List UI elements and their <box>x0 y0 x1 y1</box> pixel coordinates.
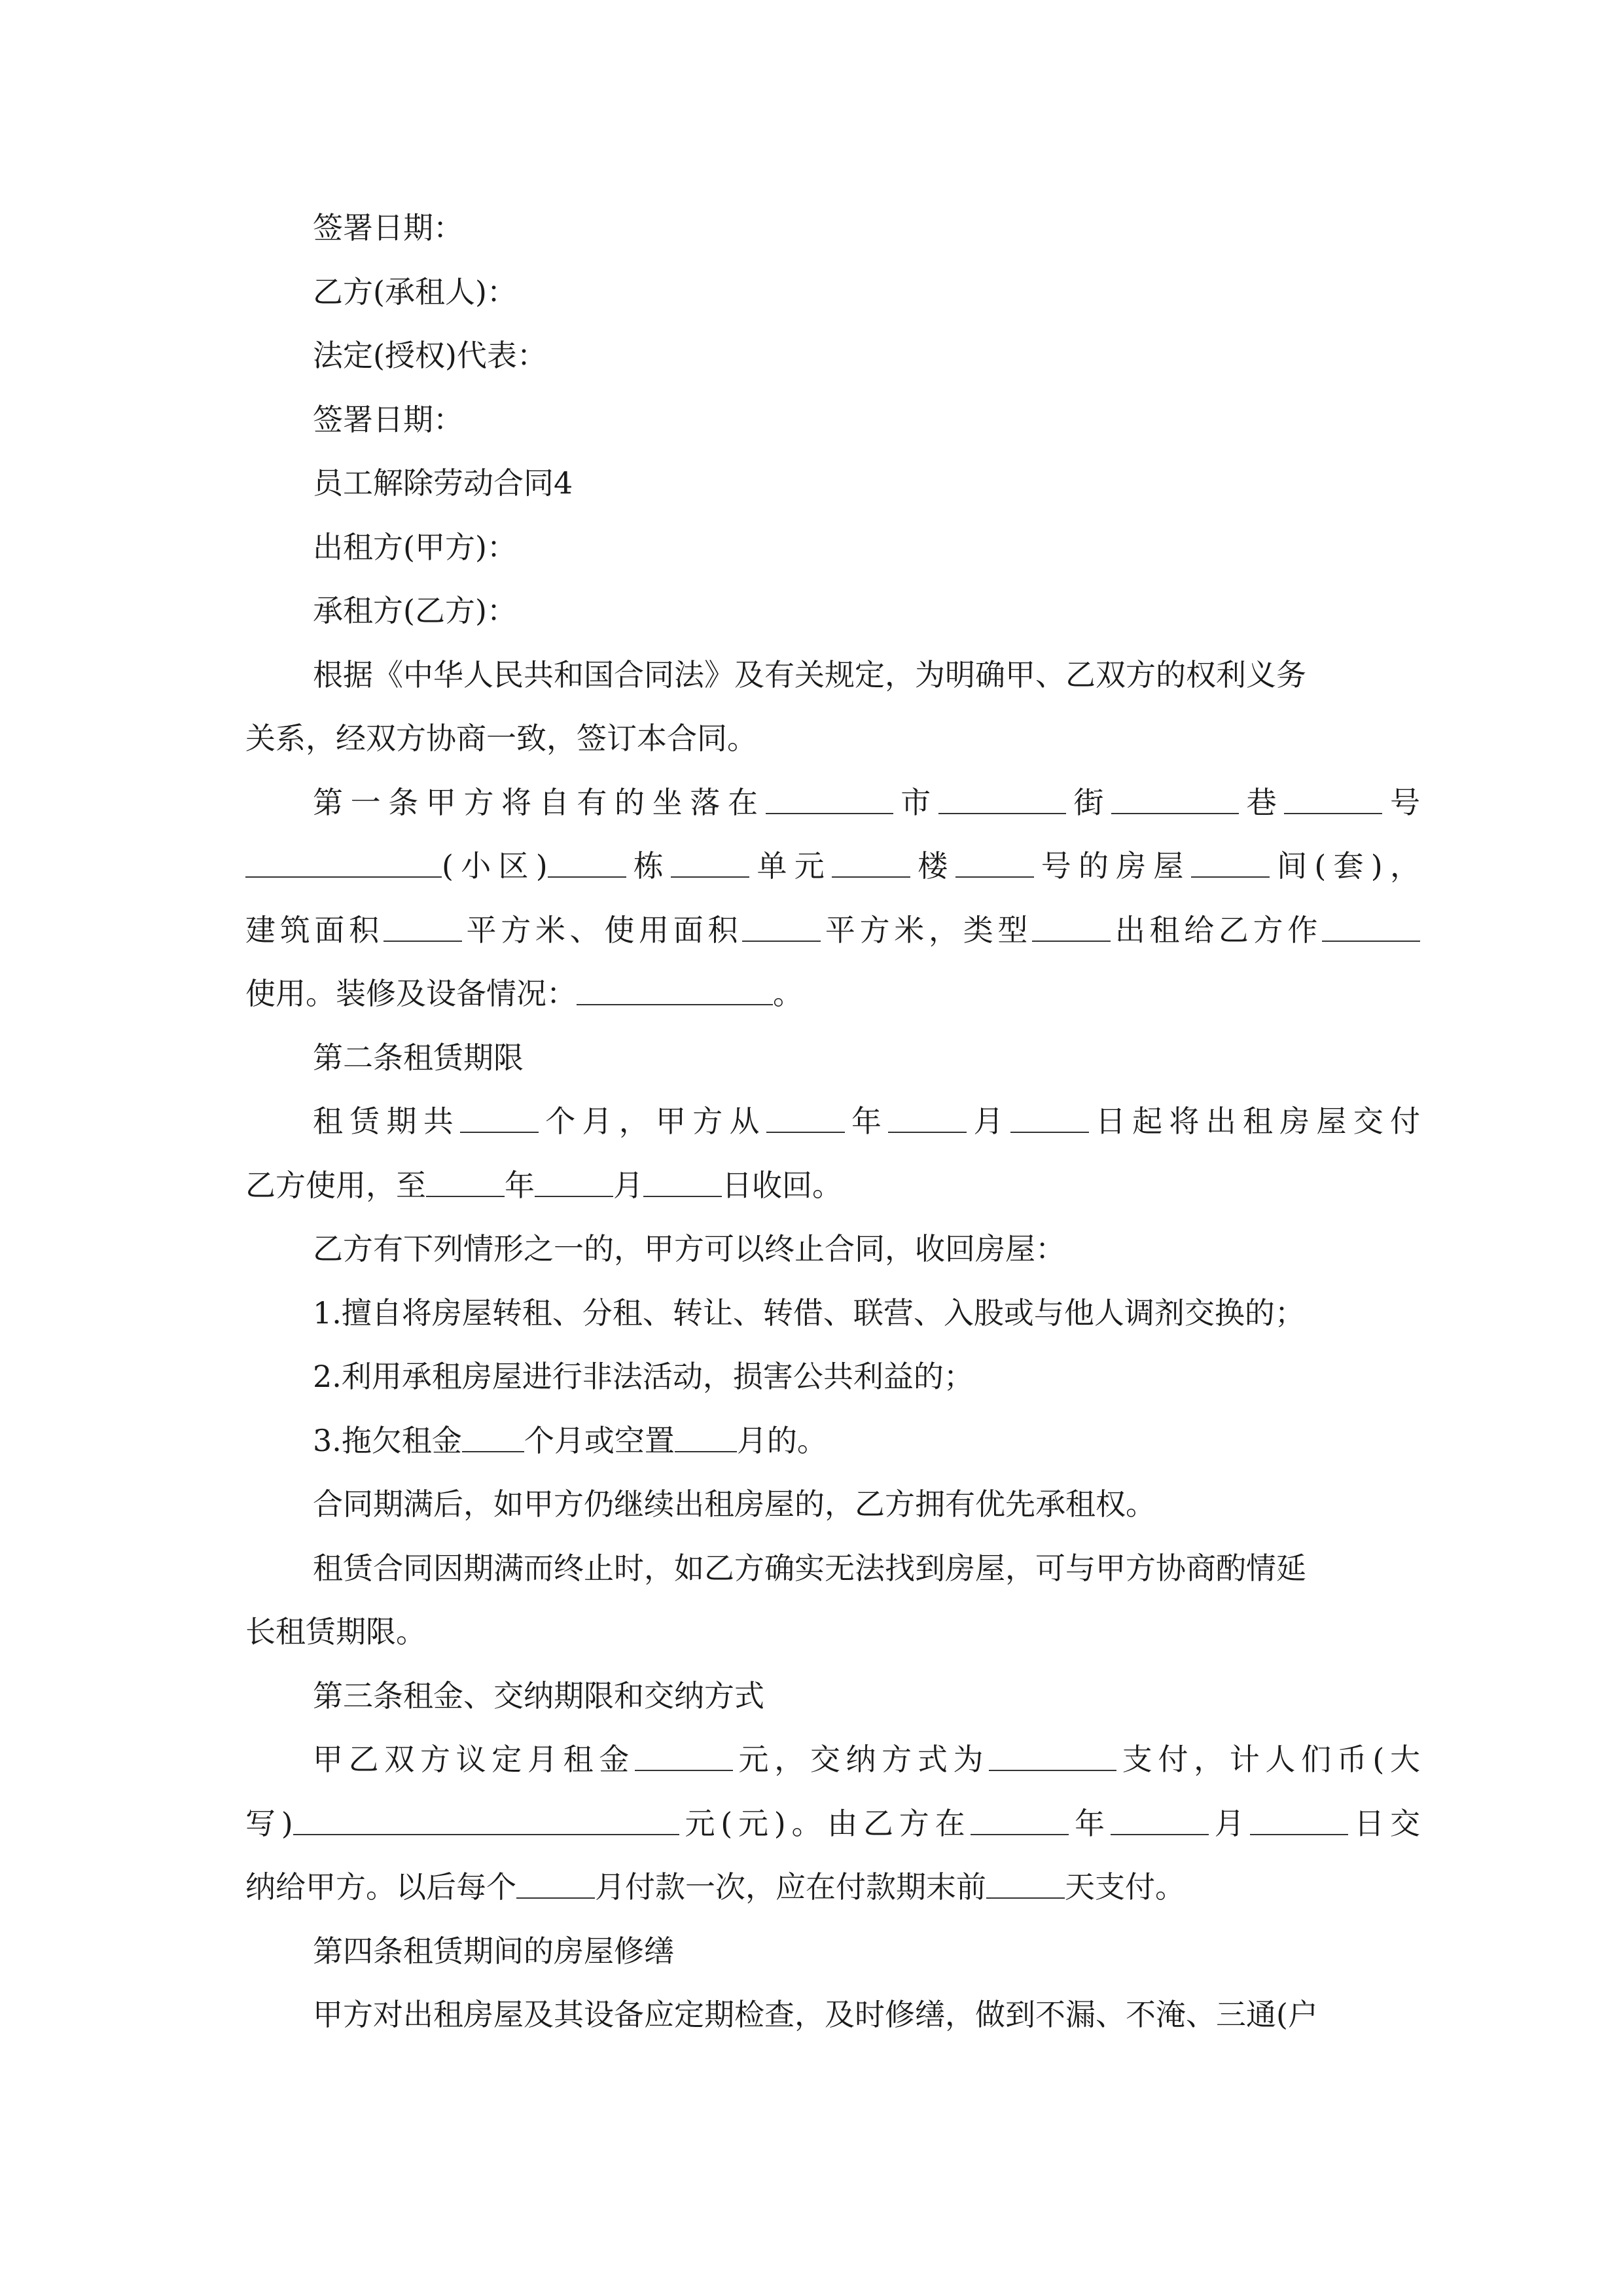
blank-field <box>989 1740 1116 1771</box>
article-3-text: 支付，计人们币(大 <box>1116 1742 1420 1777</box>
blank-field <box>938 783 1066 814</box>
blank-field <box>643 1166 722 1197</box>
blank-field <box>293 1804 679 1835</box>
sign-date-line: 签署日期： <box>313 210 463 245</box>
blank-field <box>535 1166 613 1197</box>
article-3-text: 写) <box>245 1805 293 1841</box>
article-1-text: 单元 <box>749 848 832 884</box>
condition-3-text: 3.拖欠租金 <box>313 1422 462 1458</box>
blank-field <box>766 1102 845 1133</box>
blank-field <box>766 783 893 814</box>
blank-field <box>1032 910 1111 942</box>
article-3-text: 元(元)。由乙方在 <box>679 1805 971 1841</box>
blank-field <box>577 974 773 1005</box>
article-1-text: (小区) <box>442 848 548 884</box>
condition-1: 1.擅自将房屋转租、分租、转让、转借、联营、入股或与他人调剂交换的； <box>313 1295 1305 1331</box>
condition-3-text: 月的。 <box>736 1422 827 1458</box>
article-4-line-1: 甲方对出租房屋及其设备应定期检查，及时修缮，做到不漏、不淹、三通(户 <box>313 1997 1318 2032</box>
lessor-line: 出租方(甲方)： <box>313 529 517 565</box>
article-3-title: 第三条租金、交纳期限和交纳方式 <box>313 1677 764 1713</box>
preamble-line-2: 关系，经双方协商一致，签订本合同。 <box>245 721 757 756</box>
article-1-text: 号的房屋 <box>1033 848 1191 884</box>
sign-date-line-2: 签署日期： <box>313 401 463 437</box>
article-3-line-3 <box>245 1856 1420 1920</box>
blank-field <box>1191 846 1270 878</box>
article-3-line-2 <box>245 1792 1420 1856</box>
article-1-line-3 <box>245 899 1420 963</box>
article-1-text: 楼 <box>910 848 955 884</box>
priority-renewal-line: 合同期满后，如甲方仍继续出租房屋的，乙方拥有优先承租权。 <box>313 1486 1156 1522</box>
extension-line-2: 长租赁期限。 <box>245 1614 426 1649</box>
article-3-text: 纳给甲方。以后每个 <box>245 1869 516 1905</box>
article-3-text: 天支付。 <box>1065 1869 1185 1905</box>
blank-field <box>516 1867 595 1899</box>
article-2-title: 第二条租赁期限 <box>313 1039 524 1075</box>
article-4-title: 第四条租赁期间的房屋修缮 <box>313 1933 674 1969</box>
article-1-line-1 <box>245 771 1420 835</box>
article-1-text: 。 <box>773 976 803 1011</box>
blank-field <box>462 1421 524 1452</box>
blank-field <box>1111 1804 1209 1835</box>
article-1-text: 市 <box>893 784 938 820</box>
article-1-text: 平方米、使用面积 <box>461 912 743 948</box>
party-b-tenant-line: 乙方(承租人)： <box>313 274 517 310</box>
article-1-text: 巷 <box>1239 784 1285 820</box>
condition-3 <box>245 1409 1420 1473</box>
article-2-text: 个月，甲方从 <box>539 1103 766 1139</box>
article-2-text: 租赁期共 <box>313 1103 460 1139</box>
article-1-text: 出租给乙方作 <box>1111 912 1323 948</box>
article-3-text: 月付款一次，应在付款期末前 <box>595 1869 986 1905</box>
article-3-text: 年 <box>1069 1805 1111 1841</box>
article-3-text: 月 <box>1208 1805 1251 1841</box>
blank-field <box>1250 1804 1348 1835</box>
condition-2: 2.利用承租房屋进行非法活动，损害公共利益的； <box>313 1359 974 1394</box>
blank-field <box>245 846 442 878</box>
blank-field <box>955 846 1034 878</box>
article-3-text: 日交 <box>1348 1805 1420 1841</box>
blank-field <box>675 1421 737 1452</box>
article-2-text: 月 <box>613 1167 643 1203</box>
article-3-text: 元，交纳方式为 <box>732 1742 990 1777</box>
extension-line-1: 租赁合同因期满而终止时，如乙方确实无法找到房屋，可与甲方协商酌情延 <box>313 1550 1306 1586</box>
condition-3-text: 个月或空置 <box>524 1422 675 1458</box>
article-3-text: 甲乙双方议定月租金 <box>313 1742 635 1777</box>
article-2-text: 乙方使用，至 <box>245 1167 426 1203</box>
article-2-text: 年 <box>505 1167 535 1203</box>
contract-title: 员工解除劳动合同4 <box>313 465 573 501</box>
article-1-text: 建筑面积 <box>245 912 383 948</box>
article-2-text: 月 <box>967 1103 1010 1139</box>
article-1-text: 号 <box>1382 784 1420 820</box>
article-1-line-2 <box>245 834 1420 899</box>
blank-field <box>635 1740 733 1771</box>
blank-field <box>426 1166 505 1197</box>
blank-field <box>383 910 462 942</box>
blank-field <box>832 846 910 878</box>
article-2-line-1 <box>245 1090 1420 1154</box>
blank-field <box>888 1102 967 1133</box>
blank-field <box>971 1804 1069 1835</box>
document-body <box>245 196 1420 2047</box>
blank-field <box>671 846 749 878</box>
termination-conditions: 乙方有下列情形之一的，甲方可以终止合同，收回房屋： <box>313 1231 1065 1266</box>
blank-field <box>460 1102 539 1133</box>
article-1-text: 第一条甲方将自有的坐落在 <box>313 784 766 820</box>
blank-field <box>548 846 626 878</box>
article-2-text: 年 <box>844 1103 889 1139</box>
article-1-text: 栋 <box>626 848 671 884</box>
preamble-line-1: 根据《中华人民共和国合同法》及有关规定，为明确甲、乙双方的权利义务 <box>313 656 1306 692</box>
blank-field <box>1284 783 1382 814</box>
article-2-text: 日收回。 <box>722 1167 842 1203</box>
blank-field <box>986 1867 1065 1899</box>
blank-field <box>1111 783 1239 814</box>
article-1-text: 街 <box>1065 784 1112 820</box>
lessee-line: 承租方(乙方)： <box>313 593 517 628</box>
article-1-text: 平方米，类型 <box>821 912 1033 948</box>
article-1-line-4 <box>245 962 1420 1026</box>
legal-representative-line: 法定(授权)代表： <box>313 338 547 373</box>
blank-field <box>1010 1102 1089 1133</box>
article-1-text: 间(套)， <box>1269 848 1420 884</box>
article-3-line-1 <box>245 1728 1420 1792</box>
article-2-line-2 <box>245 1154 1420 1218</box>
article-1-text: 使用。装修及设备情况： <box>245 976 577 1011</box>
blank-field <box>742 910 821 942</box>
blank-field <box>1322 910 1420 942</box>
article-2-text: 日起将出租房屋交付 <box>1088 1103 1420 1139</box>
